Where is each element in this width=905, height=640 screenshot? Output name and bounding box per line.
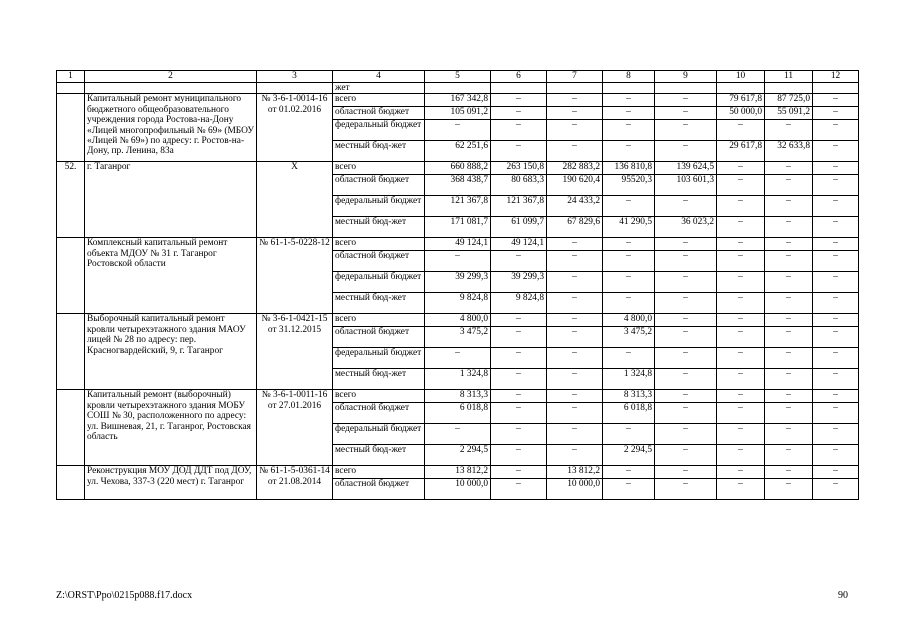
value-cell: –: [813, 107, 859, 120]
value-cell: –: [765, 369, 813, 390]
value-cell: 50 000,0: [717, 107, 765, 120]
value-cell: –: [717, 466, 765, 479]
value-cell: –: [603, 141, 655, 162]
value-cell: 13 812,2: [547, 466, 603, 479]
budget-type-cell: областной бюджет: [333, 403, 425, 424]
value-cell: –: [655, 272, 717, 293]
value-cell: –: [603, 293, 655, 314]
value-cell: –: [603, 196, 655, 217]
value-cell: –: [717, 251, 765, 272]
value-cell: –: [717, 403, 765, 424]
value-cell: –: [491, 314, 547, 327]
budget-type-cell: местный бюд-жет: [333, 141, 425, 162]
value-cell: –: [547, 141, 603, 162]
value-cell: –: [547, 293, 603, 314]
value-cell: –: [813, 390, 859, 403]
value-cell: 29 617,8: [717, 141, 765, 162]
value-cell: 62 251,6: [425, 141, 491, 162]
table-cell: [491, 83, 547, 94]
budget-type-cell: областной бюджет: [333, 479, 425, 500]
header-cell: 10: [717, 71, 765, 83]
value-cell: –: [813, 424, 859, 445]
value-cell: 55 091,2: [765, 107, 813, 120]
value-cell: 121 367,8: [491, 196, 547, 217]
value-cell: –: [655, 424, 717, 445]
table-cell: [547, 83, 603, 94]
value-cell: 41 290,5: [603, 217, 655, 238]
header-cell: 8: [603, 71, 655, 83]
value-cell: –: [765, 424, 813, 445]
budget-type-cell: федеральный бюджет: [333, 424, 425, 445]
value-cell: 368 438,7: [425, 175, 491, 196]
value-cell: –: [813, 120, 859, 141]
budget-type-cell: местный бюд-жет: [333, 217, 425, 238]
value-cell: –: [765, 217, 813, 238]
budget-type-cell: всего: [333, 390, 425, 403]
value-cell: –: [547, 445, 603, 466]
table-row: [57, 238, 859, 251]
table-cell: [85, 83, 257, 94]
value-cell: –: [813, 445, 859, 466]
value-cell: –: [717, 314, 765, 327]
footer-file-path: Z:\ORST\Ppo\0215p088.f17.docx: [56, 590, 193, 601]
value-cell: –: [491, 466, 547, 479]
value-cell: –: [655, 141, 717, 162]
value-cell: –: [655, 196, 717, 217]
value-cell: –: [717, 348, 765, 369]
value-cell: –: [765, 293, 813, 314]
value-cell: –: [603, 466, 655, 479]
value-cell: –: [547, 272, 603, 293]
value-cell: 32 633,8: [765, 141, 813, 162]
budget-type-cell: всего: [333, 238, 425, 251]
value-cell: –: [717, 238, 765, 251]
value-cell: 190 620,4: [547, 175, 603, 196]
table-row: [57, 314, 859, 327]
table-body: [57, 71, 859, 500]
value-cell: –: [765, 348, 813, 369]
value-cell: –: [765, 327, 813, 348]
value-cell: –: [813, 314, 859, 327]
value-cell: –: [813, 348, 859, 369]
value-cell: 167 342,8: [425, 94, 491, 107]
value-cell: –: [765, 314, 813, 327]
value-cell: –: [813, 272, 859, 293]
value-cell: 1 324,8: [425, 369, 491, 390]
value-cell: –: [813, 251, 859, 272]
value-cell: 49 124,1: [425, 238, 491, 251]
object-name: г. Таганрог: [85, 162, 257, 238]
value-cell: –: [655, 120, 717, 141]
budget-type-cell: всего: [333, 162, 425, 175]
value-cell: –: [813, 466, 859, 479]
header-row: [57, 71, 859, 83]
value-cell: –: [765, 175, 813, 196]
value-cell: –: [765, 238, 813, 251]
row-number: 52.: [57, 162, 85, 238]
value-cell: 10 000,0: [425, 479, 491, 500]
object-name: Реконструкция МОУ ДОД ДДТ под ДОУ, ул. Чехова, 337-3 (220 мест) г. Таганрог: [85, 466, 257, 500]
value-cell: –: [547, 390, 603, 403]
value-cell: –: [717, 445, 765, 466]
value-cell: 4 800,0: [603, 314, 655, 327]
header-cell: 12: [813, 71, 859, 83]
header-cell: 3: [257, 71, 333, 83]
value-cell: –: [547, 94, 603, 107]
table-row: [57, 466, 859, 479]
value-cell: 10 000,0: [547, 479, 603, 500]
document-code: № 61-1-5-0228-12: [257, 238, 333, 314]
value-cell: –: [491, 251, 547, 272]
document-code: № 3-6-1-0014-16 от 01.02.2016: [257, 94, 333, 162]
value-cell: 6 018,8: [603, 403, 655, 424]
value-cell: 67 829,6: [547, 217, 603, 238]
value-cell: –: [425, 251, 491, 272]
header-cell: 1: [57, 71, 85, 83]
budget-type-cell: жет: [333, 83, 425, 94]
table-cell: [813, 83, 859, 94]
value-cell: –: [491, 348, 547, 369]
value-cell: –: [717, 196, 765, 217]
value-cell: –: [717, 424, 765, 445]
value-cell: –: [655, 369, 717, 390]
budget-type-cell: всего: [333, 466, 425, 479]
value-cell: –: [603, 251, 655, 272]
value-cell: –: [547, 314, 603, 327]
object-name: Капитальный ремонт муниципального бюджетного общеобразовательного учреждения города Ростова-на-Дону «Лицей многопрофильный № 69» (МБОУ «Лицей № 69») по адресу: г. Ростов-на-Дону, пр. Ленина, 83а: [85, 94, 257, 162]
value-cell: –: [813, 162, 859, 175]
value-cell: –: [717, 175, 765, 196]
value-cell: –: [547, 369, 603, 390]
value-cell: –: [655, 390, 717, 403]
budget-type-cell: областной бюджет: [333, 175, 425, 196]
table-row: [57, 390, 859, 403]
budget-type-cell: областной бюджет: [333, 327, 425, 348]
table-row: [57, 94, 859, 107]
value-cell: 8 313,3: [425, 390, 491, 403]
value-cell: –: [603, 272, 655, 293]
value-cell: –: [547, 251, 603, 272]
table-cell: [603, 83, 655, 94]
value-cell: –: [765, 120, 813, 141]
table-cell: [425, 83, 491, 94]
budget-type-cell: областной бюджет: [333, 107, 425, 120]
value-cell: –: [765, 162, 813, 175]
value-cell: –: [813, 141, 859, 162]
value-cell: –: [765, 251, 813, 272]
row-number: [57, 314, 85, 390]
value-cell: 136 810,8: [603, 162, 655, 175]
value-cell: –: [547, 120, 603, 141]
value-cell: –: [491, 141, 547, 162]
value-cell: 9 824,8: [491, 293, 547, 314]
value-cell: –: [765, 445, 813, 466]
budget-type-cell: федеральный бюджет: [333, 196, 425, 217]
value-cell: –: [765, 196, 813, 217]
value-cell: –: [655, 466, 717, 479]
document-code: № 61-1-5-0361-14 от 21.08.2014: [257, 466, 333, 500]
value-cell: 39 299,3: [491, 272, 547, 293]
value-cell: –: [603, 94, 655, 107]
value-cell: –: [765, 479, 813, 500]
budget-type-cell: местный бюд-жет: [333, 293, 425, 314]
value-cell: –: [491, 403, 547, 424]
budget-type-cell: областной бюджет: [333, 251, 425, 272]
value-cell: 3 475,2: [425, 327, 491, 348]
value-cell: 87 725,0: [765, 94, 813, 107]
object-name: Комплексный капитальный ремонт объекта МДОУ № 31 г. Таганрог Ростовской области: [85, 238, 257, 314]
value-cell: 79 617,8: [717, 94, 765, 107]
value-cell: 2 294,5: [603, 445, 655, 466]
budget-type-cell: местный бюд-жет: [333, 369, 425, 390]
header-cell: 5: [425, 71, 491, 83]
header-cell: 7: [547, 71, 603, 83]
value-cell: –: [425, 348, 491, 369]
value-cell: –: [603, 120, 655, 141]
value-cell: 95520,3: [603, 175, 655, 196]
row-number: [57, 390, 85, 466]
table-cell: [655, 83, 717, 94]
value-cell: –: [655, 403, 717, 424]
table-row: [57, 83, 859, 94]
table-cell: [717, 83, 765, 94]
value-cell: 39 299,3: [425, 272, 491, 293]
value-cell: –: [717, 272, 765, 293]
value-cell: –: [491, 390, 547, 403]
row-number: [57, 94, 85, 162]
value-cell: 9 824,8: [425, 293, 491, 314]
value-cell: –: [765, 403, 813, 424]
value-cell: –: [425, 424, 491, 445]
budget-type-cell: местный бюд-жет: [333, 445, 425, 466]
document-code: № 3-6-1-0421-15 от 31.12.2015: [257, 314, 333, 390]
value-cell: 263 150,8: [491, 162, 547, 175]
value-cell: –: [547, 424, 603, 445]
object-name: Выборочный капитальный ремонт кровли четырехэтажного здания МАОУ лицей № 28 по адресу: пер. Красногвардейский, 9, г. Таганрог: [85, 314, 257, 390]
value-cell: –: [491, 120, 547, 141]
value-cell: –: [547, 403, 603, 424]
value-cell: 171 081,7: [425, 217, 491, 238]
value-cell: –: [655, 479, 717, 500]
header-cell: 2: [85, 71, 257, 83]
value-cell: 3 475,2: [603, 327, 655, 348]
value-cell: –: [717, 369, 765, 390]
value-cell: –: [655, 327, 717, 348]
value-cell: 8 313,3: [603, 390, 655, 403]
value-cell: –: [717, 293, 765, 314]
table-cell: [57, 83, 85, 94]
value-cell: 105 091,2: [425, 107, 491, 120]
value-cell: 1 324,8: [603, 369, 655, 390]
value-cell: –: [603, 479, 655, 500]
document-code: Х: [257, 162, 333, 238]
value-cell: –: [655, 238, 717, 251]
value-cell: –: [813, 196, 859, 217]
value-cell: –: [813, 293, 859, 314]
value-cell: –: [491, 327, 547, 348]
value-cell: 49 124,1: [491, 238, 547, 251]
header-cell: 11: [765, 71, 813, 83]
value-cell: 139 624,5: [655, 162, 717, 175]
value-cell: –: [813, 217, 859, 238]
header-cell: 9: [655, 71, 717, 83]
value-cell: –: [603, 348, 655, 369]
value-cell: 24 433,2: [547, 196, 603, 217]
budget-type-cell: федеральный бюджет: [333, 120, 425, 141]
value-cell: –: [547, 107, 603, 120]
value-cell: –: [655, 293, 717, 314]
header-cell: 4: [333, 71, 425, 83]
value-cell: 660 888,2: [425, 162, 491, 175]
value-cell: –: [717, 120, 765, 141]
value-cell: –: [491, 94, 547, 107]
value-cell: –: [655, 348, 717, 369]
budget-type-cell: всего: [333, 314, 425, 327]
value-cell: –: [655, 251, 717, 272]
value-cell: –: [603, 238, 655, 251]
value-cell: –: [765, 272, 813, 293]
row-number: [57, 466, 85, 500]
value-cell: 2 294,5: [425, 445, 491, 466]
value-cell: –: [655, 445, 717, 466]
value-cell: 13 812,2: [425, 466, 491, 479]
value-cell: –: [655, 314, 717, 327]
budget-type-cell: федеральный бюджет: [333, 348, 425, 369]
value-cell: –: [765, 390, 813, 403]
value-cell: –: [813, 369, 859, 390]
document-code: № 3-6-1-0011-16 от 27.01.2016: [257, 390, 333, 466]
value-cell: –: [491, 107, 547, 120]
value-cell: –: [717, 217, 765, 238]
object-name: Капитальный ремонт (выборочный) кровли четырехэтажного здания МОБУ СОШ № 30, расположенного по адресу: ул. Вишневая, 21, г. Таганрог, Ростовская область: [85, 390, 257, 466]
value-cell: –: [547, 238, 603, 251]
row-number: [57, 238, 85, 314]
value-cell: 4 800,0: [425, 314, 491, 327]
value-cell: –: [491, 479, 547, 500]
value-cell: –: [717, 327, 765, 348]
value-cell: –: [717, 479, 765, 500]
header-cell: 6: [491, 71, 547, 83]
table-cell: [765, 83, 813, 94]
value-cell: 80 683,3: [491, 175, 547, 196]
value-cell: –: [491, 445, 547, 466]
value-cell: –: [603, 424, 655, 445]
budget-type-cell: всего: [333, 94, 425, 107]
table-row: [57, 162, 859, 175]
value-cell: –: [813, 175, 859, 196]
value-cell: –: [813, 238, 859, 251]
value-cell: –: [491, 369, 547, 390]
value-cell: –: [547, 348, 603, 369]
value-cell: –: [547, 327, 603, 348]
value-cell: –: [603, 107, 655, 120]
value-cell: –: [813, 94, 859, 107]
value-cell: –: [717, 390, 765, 403]
value-cell: 6 018,8: [425, 403, 491, 424]
value-cell: –: [765, 466, 813, 479]
table-cell: [257, 83, 333, 94]
value-cell: 103 601,3: [655, 175, 717, 196]
value-cell: –: [491, 424, 547, 445]
value-cell: –: [813, 403, 859, 424]
footer-page-number: 90: [838, 590, 848, 601]
value-cell: 36 023,2: [655, 217, 717, 238]
value-cell: –: [655, 94, 717, 107]
value-cell: –: [425, 120, 491, 141]
budget-type-cell: федеральный бюджет: [333, 272, 425, 293]
value-cell: 61 099,7: [491, 217, 547, 238]
value-cell: –: [717, 162, 765, 175]
value-cell: 121 367,8: [425, 196, 491, 217]
value-cell: –: [813, 479, 859, 500]
value-cell: –: [655, 107, 717, 120]
value-cell: –: [813, 327, 859, 348]
budget-table: [56, 70, 859, 500]
value-cell: 282 883,2: [547, 162, 603, 175]
